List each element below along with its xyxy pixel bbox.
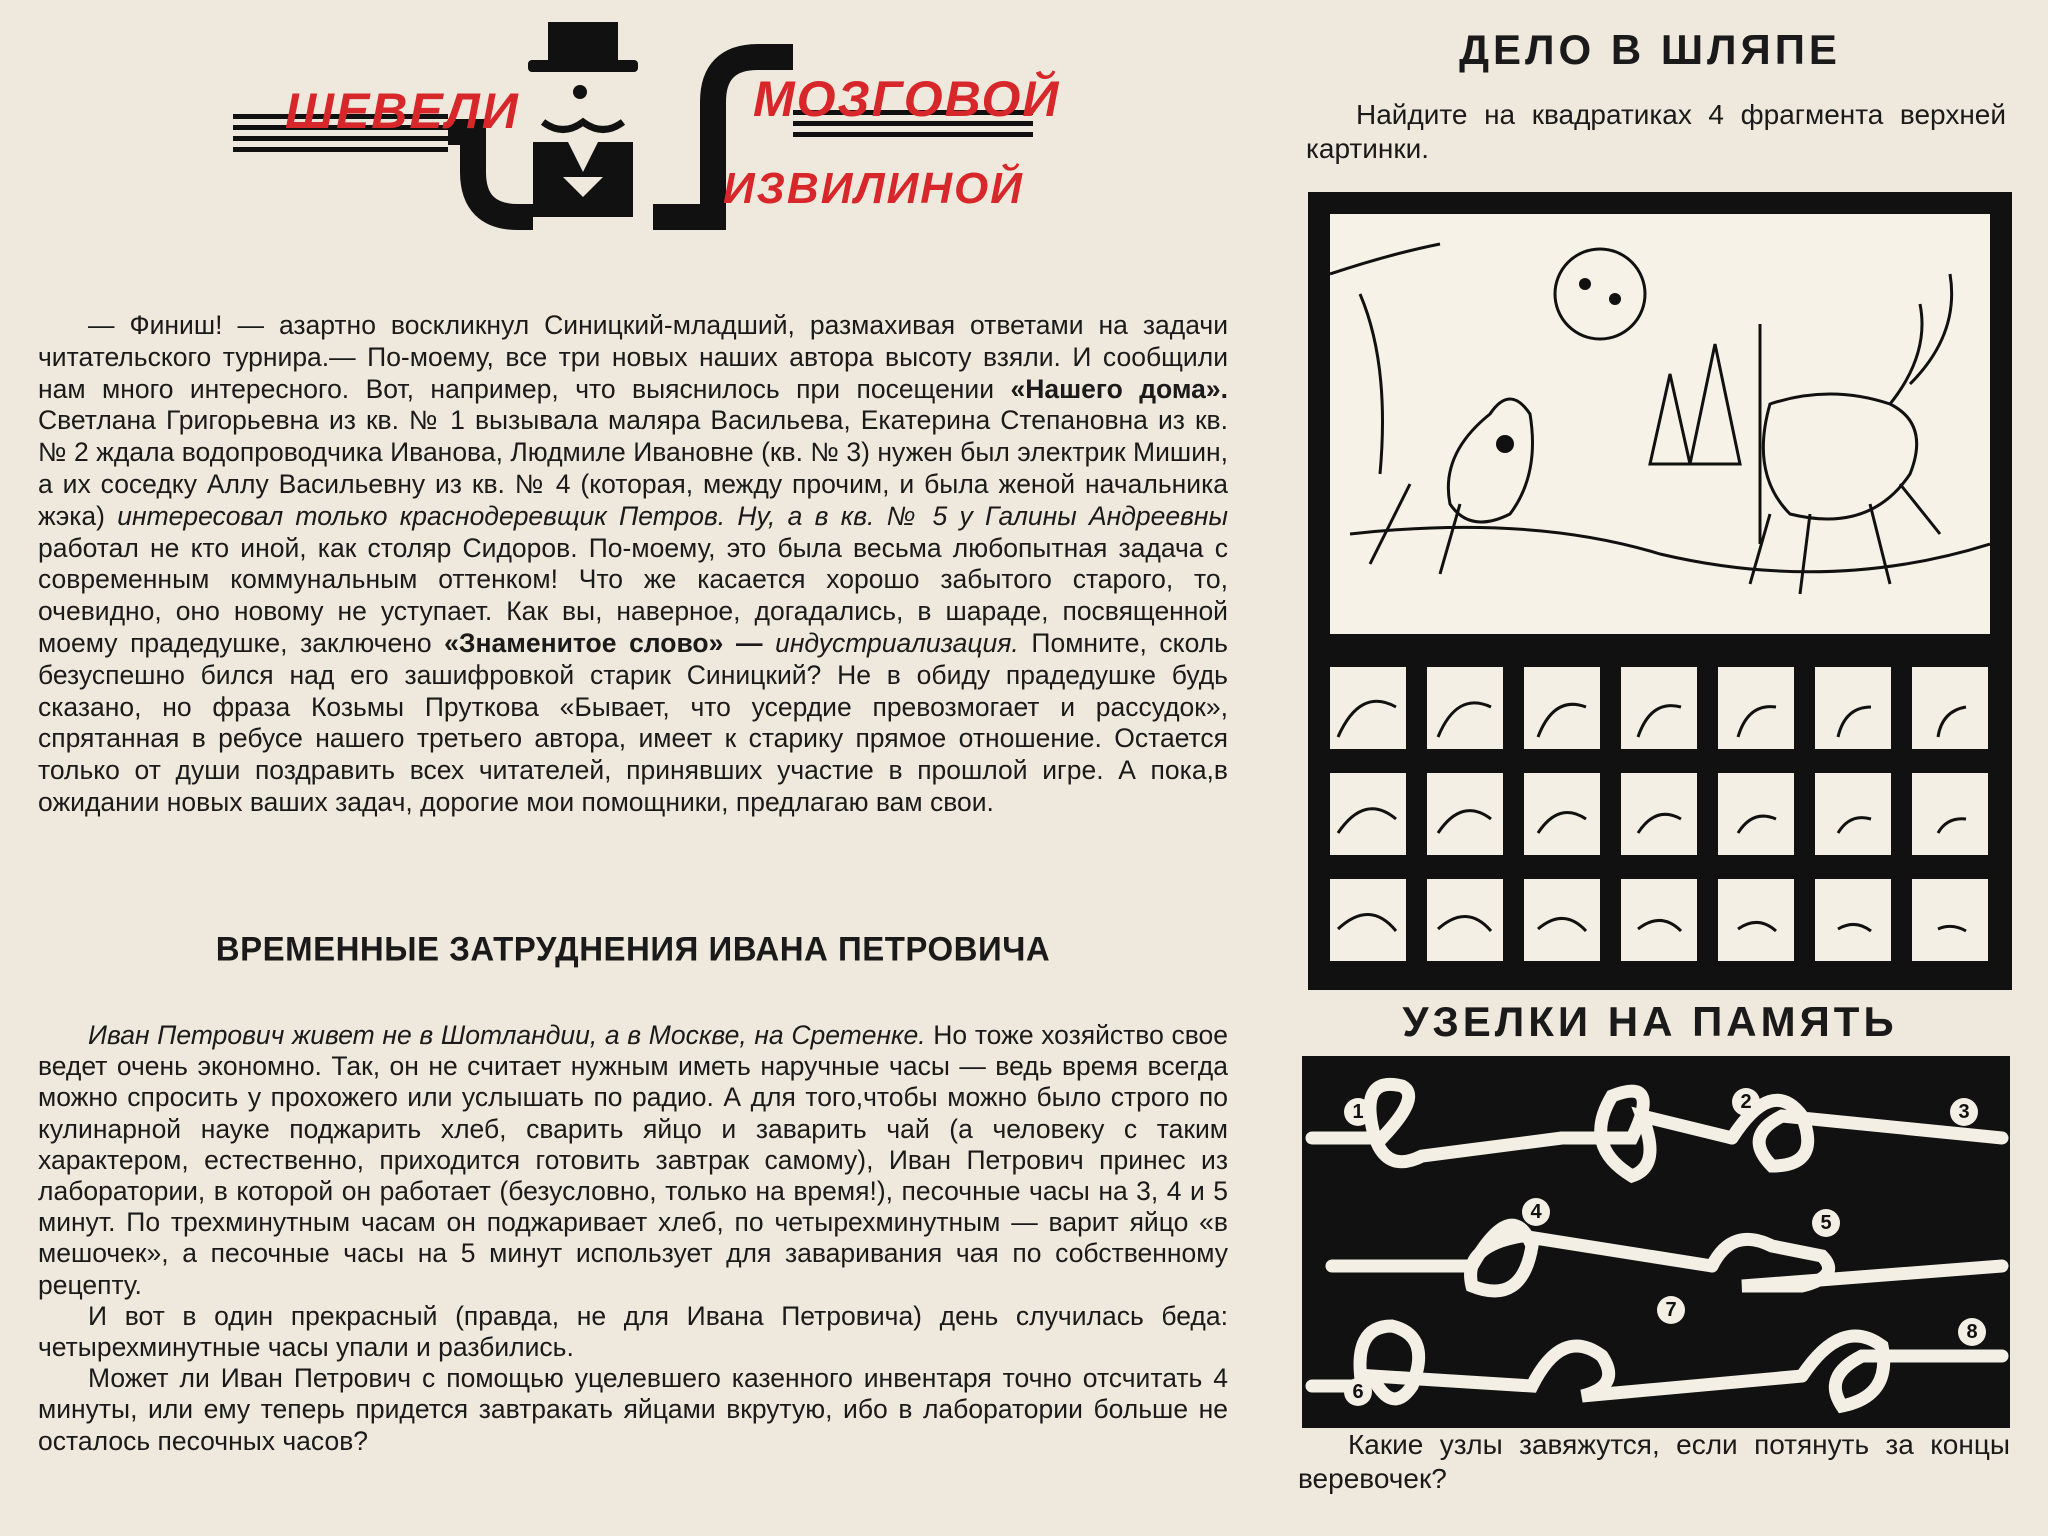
logo-word-1: ШЕВЕЛИ xyxy=(285,83,520,139)
puzzle-italic: Иван Петрович живет не в Шотландии, а в Москве, на Сретенке. xyxy=(88,1020,926,1050)
knots-question-text: Какие узлы завяжутся, если потянуть за концы веревочек? xyxy=(1298,1429,2010,1494)
fragment-tile xyxy=(1621,879,1697,961)
intro-span: — Финиш! — азартно воскликнул Синицкий-младший, размахивая ответами на задачи читательского турнира.— По-моему, все три новых наших автора высоту взяли. И сообщили нам много интересного. Вот, например, что выяснилось при посещении xyxy=(38,310,1228,404)
knot-number-badge: 4 xyxy=(1522,1198,1550,1226)
fragment-tile xyxy=(1524,773,1600,855)
hat-title: ДЕЛО В ШЛЯПЕ xyxy=(1459,26,1841,73)
fragment-tile xyxy=(1718,773,1794,855)
puzzle-paragraph-2: И вот в один прекрасный (правда, не для Ивана Петровича) день случилась беда: четырехминутные часы упали и разбились. xyxy=(38,1300,1228,1363)
fragment-tile xyxy=(1330,773,1406,855)
intro-span: Помните, сколь безуспешно бился над его зашифровкой старик Синицкий? Не в обиду прадедушке будь сказано, но фраза Козьмы Пруткова «Бывает, что усердие превозмогает и рассудок», спрятанная в ребусе нашего третьего автора, имеет к старику прямое отношение. Остается только от души поздравить всех читателей, принявших участие в прошлой игре. А пока,в ожидании новых ваших задач, дорогие мои помощники, предлагаю вам свои. xyxy=(38,627,1228,817)
intro-text xyxy=(38,310,1228,819)
left-column xyxy=(38,0,1228,1536)
knot-number-badge: 6 xyxy=(1344,1378,1372,1406)
fragment-tile xyxy=(1427,773,1503,855)
puzzle-span: Но тоже хозяйство свое ведет очень экономно. Так, он не считает нужным иметь наручные часы — ведь время всегда можно спросить у прохожего или услышать по радио. А для того,чтобы можно было строго по кулинарной науке поджарить хлеб, сварить яйцо и заварить чай (а человеку с таким характером, естественно, приходится готовить завтрак самому), Иван Петрович принес из лаборатории, в которой он работает (безусловно, только на время!), песочные часы на 3, 4 и 5 минут. По трехминутным часам он поджаривает хлеб, по четырехминутным — варит яйцо «в мешочек», а песочные часы на 5 минут использует для заваривания чая по собственному рецепту. xyxy=(38,1020,1228,1300)
knot-number-badge: 8 xyxy=(1958,1318,1986,1346)
fragment-tile xyxy=(1524,667,1600,749)
knot-number-badge: 7 xyxy=(1657,1296,1685,1324)
puzzle-paragraph-3: Может ли Иван Петрович с помощью уцелевшего казенного инвентаря точно отсчитать 4 минуты, или ему теперь придется завтракать яйцами вкрутую, ибо в лаборатории больше не осталось песочных часов? xyxy=(38,1363,1228,1456)
fragment-tile xyxy=(1718,879,1794,961)
fragment-tile xyxy=(1718,667,1794,749)
logo-word-3: ИЗВИЛИНОЙ xyxy=(723,164,1024,213)
fragment-tile xyxy=(1427,667,1503,749)
hat-paragraph: Найдите на квадратиках 4 фрагмента верхней картинки. xyxy=(1306,99,2006,164)
home-title: «Нашего дома». xyxy=(1010,373,1228,404)
knot-number-badge: 1 xyxy=(1344,1098,1372,1126)
fragment-tile xyxy=(1621,773,1697,855)
fragment-tile xyxy=(1427,879,1503,961)
puzzle-text xyxy=(38,1020,1228,1457)
famous-word-title: «Знаменитое слово» — xyxy=(444,627,763,658)
intro-span: Светлана Григорьевна из кв. № 1 вызывала маляра Васильева, Екатерина Степановна из кв. № 2 ждала водопроводчика Иванова, Людмиле Ивановне (кв. № 3) нужен был электрик Мишин, а их соседку Аллу Васильевну из кв. № 4 (которая, между прочим, и была женой начальника жэка) xyxy=(38,405,1228,531)
intro-span: работал не кто иной, как столяр Сидоров. По-моему, это была весьма любопытная задача с современным коммунальным оттенком! Что же касается хорошо забытого старого, то, очевидно, оно новому не уступает. Как вы, наверное, догадались, в шараде, посвященной моему прадедушке, заключено xyxy=(38,532,1228,658)
puzzle-paragraph-1 xyxy=(38,1020,1228,1301)
fragment-tile xyxy=(1330,879,1406,961)
fragment-tile xyxy=(1815,773,1891,855)
knots-question xyxy=(1298,1428,2010,1496)
scene-drawing xyxy=(1330,214,1990,634)
fragment-tile xyxy=(1815,879,1891,961)
fragment-tile xyxy=(1912,667,1988,749)
hat-text xyxy=(1306,98,2006,166)
hunting-scene-picture xyxy=(1330,214,1990,634)
fragment-tile xyxy=(1524,879,1600,961)
knots-picture xyxy=(1302,1056,2010,1428)
answer-word: индустриализация. xyxy=(762,627,1019,658)
fragment-tile xyxy=(1815,667,1891,749)
knot-number-badge: 2 xyxy=(1732,1088,1760,1116)
puzzle-title: ВРЕМЕННЫЕ ЗАТРУДНЕНИЯ ИВАНА ПЕТРОВИЧА xyxy=(215,929,1051,968)
intro-paragraph xyxy=(38,310,1228,819)
knots-title: УЗЕЛКИ НА ПАМЯТЬ xyxy=(1402,998,1898,1045)
fragment-tile xyxy=(1330,667,1406,749)
right-column xyxy=(1290,0,2010,1536)
knot-number-badge: 3 xyxy=(1950,1098,1978,1126)
fragment-tile xyxy=(1912,879,1988,961)
hat-picture-frame xyxy=(1308,192,2012,990)
intro-italic: интересовал только краснодеревщик Петров. Ну, а в кв. № 5 у Галины Андреевны xyxy=(117,500,1229,531)
logo-word-2: МОЗГОВОЙ xyxy=(753,71,1061,127)
knots-drawing xyxy=(1302,1056,2010,1428)
header-logo xyxy=(233,22,1073,232)
knot-number-badge: 5 xyxy=(1812,1209,1840,1237)
fragment-tile xyxy=(1912,773,1988,855)
fragment-tile xyxy=(1621,667,1697,749)
